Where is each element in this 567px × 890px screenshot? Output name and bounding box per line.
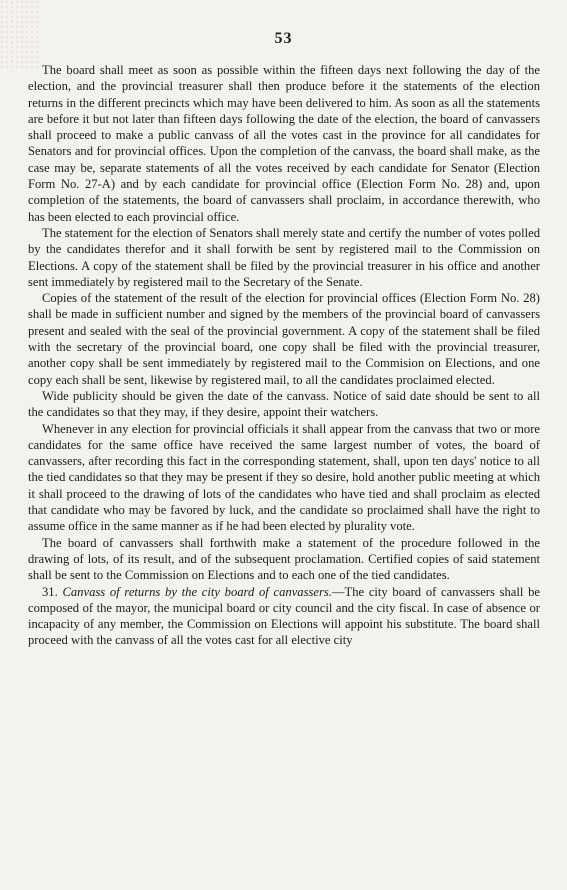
section-number: 31. — [42, 584, 58, 599]
section-text: —The city board of canvassers shall be composed of the mayor, the municipal board or city council and the city fiscal. In case of absence or incapacity of any member, the Commission on Elections will appoint his substitute. The board shall proceed with the canvass of all the votes cast for all elective city — [28, 584, 540, 648]
page-number: 53 — [274, 30, 293, 47]
section-31-paragraph — [28, 584, 540, 649]
paragraph-senator-statement: The statement for the election of Senators shall merely state and certify the number of votes polled by the candidates therefor and it shall forwith be sent by registered mail to the Commission on Elections. A copy of the statement shall be filed by the provincial treasurer in his office and another sent immediately by registered mail to the Secretary of the Senate. — [28, 225, 540, 289]
paragraph-drawing-statement: The board of canvassers shall forthwith make a statement of the procedure followed in the drawing of lots, of its result, and of the subsequent proclamation. Certified copies of said statement shall be sent to the Commission on Elections and to each one of the tied candidates. — [28, 535, 540, 583]
paragraph-publicity: Wide publicity should be given the date of the canvass. Notice of said date should be sent to all the candidates so that they may, if they desire, appoint their watchers. — [28, 388, 540, 420]
paragraph-tied-candidates: Whenever in any election for provincial officials it shall appear from the canvass that two or more candidates for the same office have received the same largest number of votes, the board of canvassers, after recording this fact in the corresponding statement, shall, upon ten days' notice to all the tied candidates so that they may be present if they so desire, hold another public meeting at which it shall proceed to the drawing of lots of the candidates who have tied and shall proclaim as elected that candidate who may be favored by luck, and the candidate so proclaimed shall have the right to assume office in the same manner as if he had been elected by plurality vote. — [28, 421, 540, 534]
section-heading: Canvass of returns by the city board of canvassers. — [62, 584, 332, 599]
paragraph-provincial-copies: Copies of the statement of the result of the election for provincial offices (Election Form No. 28) shall be made in sufficient number and signed by the members of the provincial board of canvassers present and sealed with the seal of the provincial government. A copy of the statement shall be filed with the secretary of the provincial board, one copy shall be filed with the provincial treasurer, another copy shall be sent immediately by registered mail to the Commision on Elections, and one copy each shall be sent, likewise by registered mail, to all the candidates proclaimed elected. — [28, 291, 540, 387]
document-body — [28, 62, 540, 649]
paragraph-canvass-procedure: The board shall meet as soon as possible within the fifteen days next following the day of the election, and the provincial treasurer shall then produce before it the statements of the election returns in the different precincts which may have been delivered to him. As soon as all the statements are before it but not later than fifteen days following the date of the election, the board of canvassers shall proceed to make a public canvass of all the votes cast in the province for all candidates for Senators and for provincial offices. Upon the completion of the canvass, the board shall make, as the case may be, separate statements of all the votes received by each candidate for Senator (Election Form No. 27-A) and by each candidate for provincial office (Election Form No. 28) and, upon completion of the statements, the board of canvassers shall proclaim, in accordance therewith, who has been elected to each provincial office. — [28, 63, 540, 224]
